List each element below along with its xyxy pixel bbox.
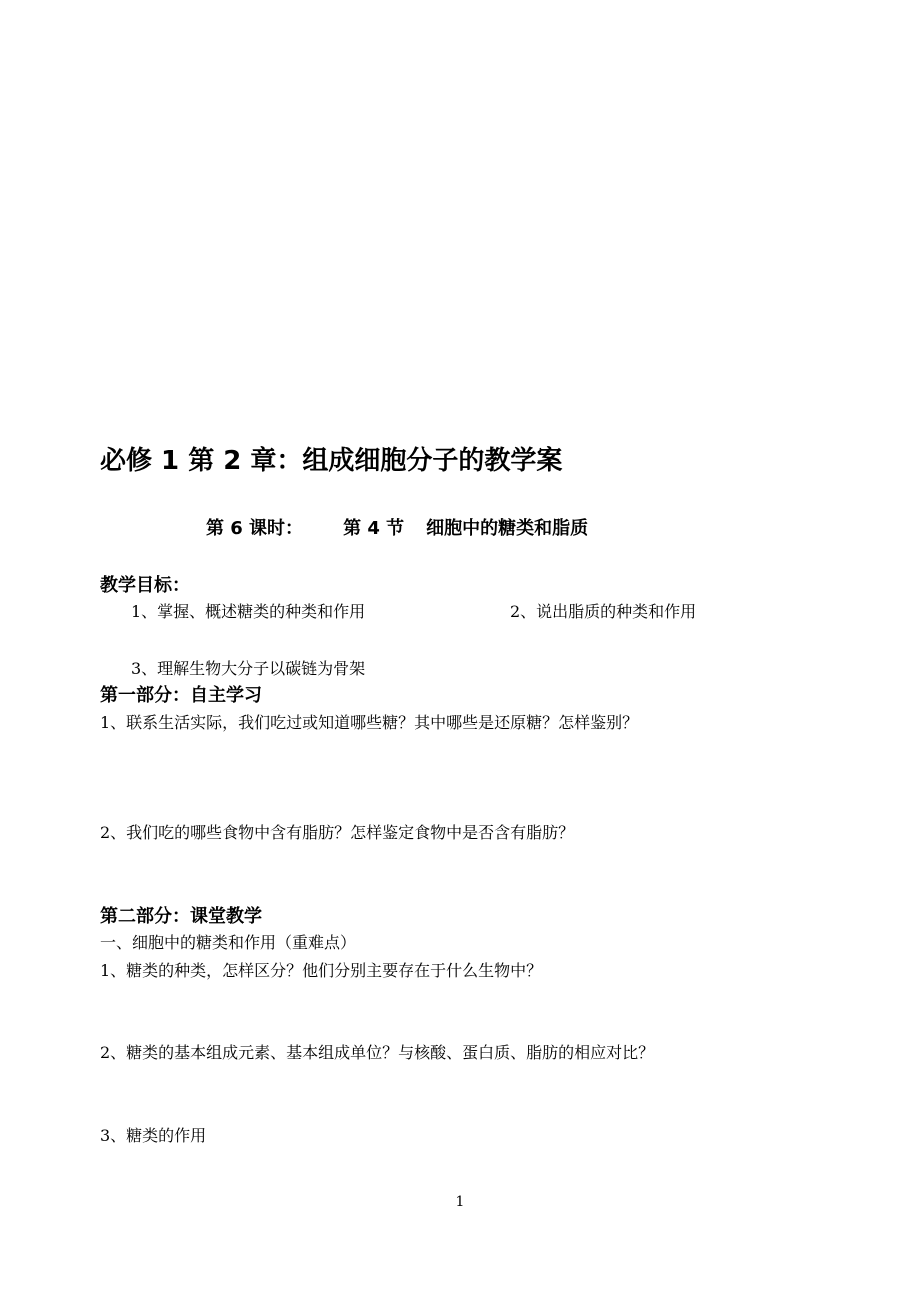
part1-question: 1、联系生活实际，我们吃过或知道哪些糖？其中哪些是还原糖？怎样鉴别？: [100, 713, 639, 732]
objectives-heading: 教学目标：: [100, 575, 190, 596]
objective-item: 3、理解生物大分子以碳链为骨架: [131, 659, 366, 678]
page-number: 1: [455, 1194, 465, 1210]
objective-item: 1、掌握、概述糖类的种类和作用: [131, 602, 366, 621]
part2-question: 3、糖类的作用: [100, 1126, 207, 1145]
section-topic: 细胞中的糖类和脂质: [426, 518, 589, 539]
part1-question: 2、我们吃的哪些食物中含有脂肪？怎样鉴定食物中是否含有脂肪？: [100, 823, 575, 842]
document-title: 必修 1 第 2 章：组成细胞分子的教学案: [100, 446, 563, 476]
part2-question: 2、糖类的基本组成元素、基本组成单位？与核酸、蛋白质、脂肪的相应对比？: [100, 1043, 655, 1062]
lesson-subtitle: [206, 514, 588, 540]
part2-subheading: 一、细胞中的糖类和作用（重难点）: [100, 933, 357, 952]
lesson-number: 第 6 课时：: [206, 518, 304, 539]
part2-question: 1、糖类的种类，怎样区分？他们分别主要存在于什么生物中？: [100, 961, 543, 980]
part1-heading: 第一部分：自主学习: [100, 685, 262, 706]
section-number: 第 4 节: [343, 518, 405, 539]
objective-item: 2、说出脂质的种类和作用: [510, 602, 697, 621]
part2-heading: 第二部分：课堂教学: [100, 906, 262, 927]
